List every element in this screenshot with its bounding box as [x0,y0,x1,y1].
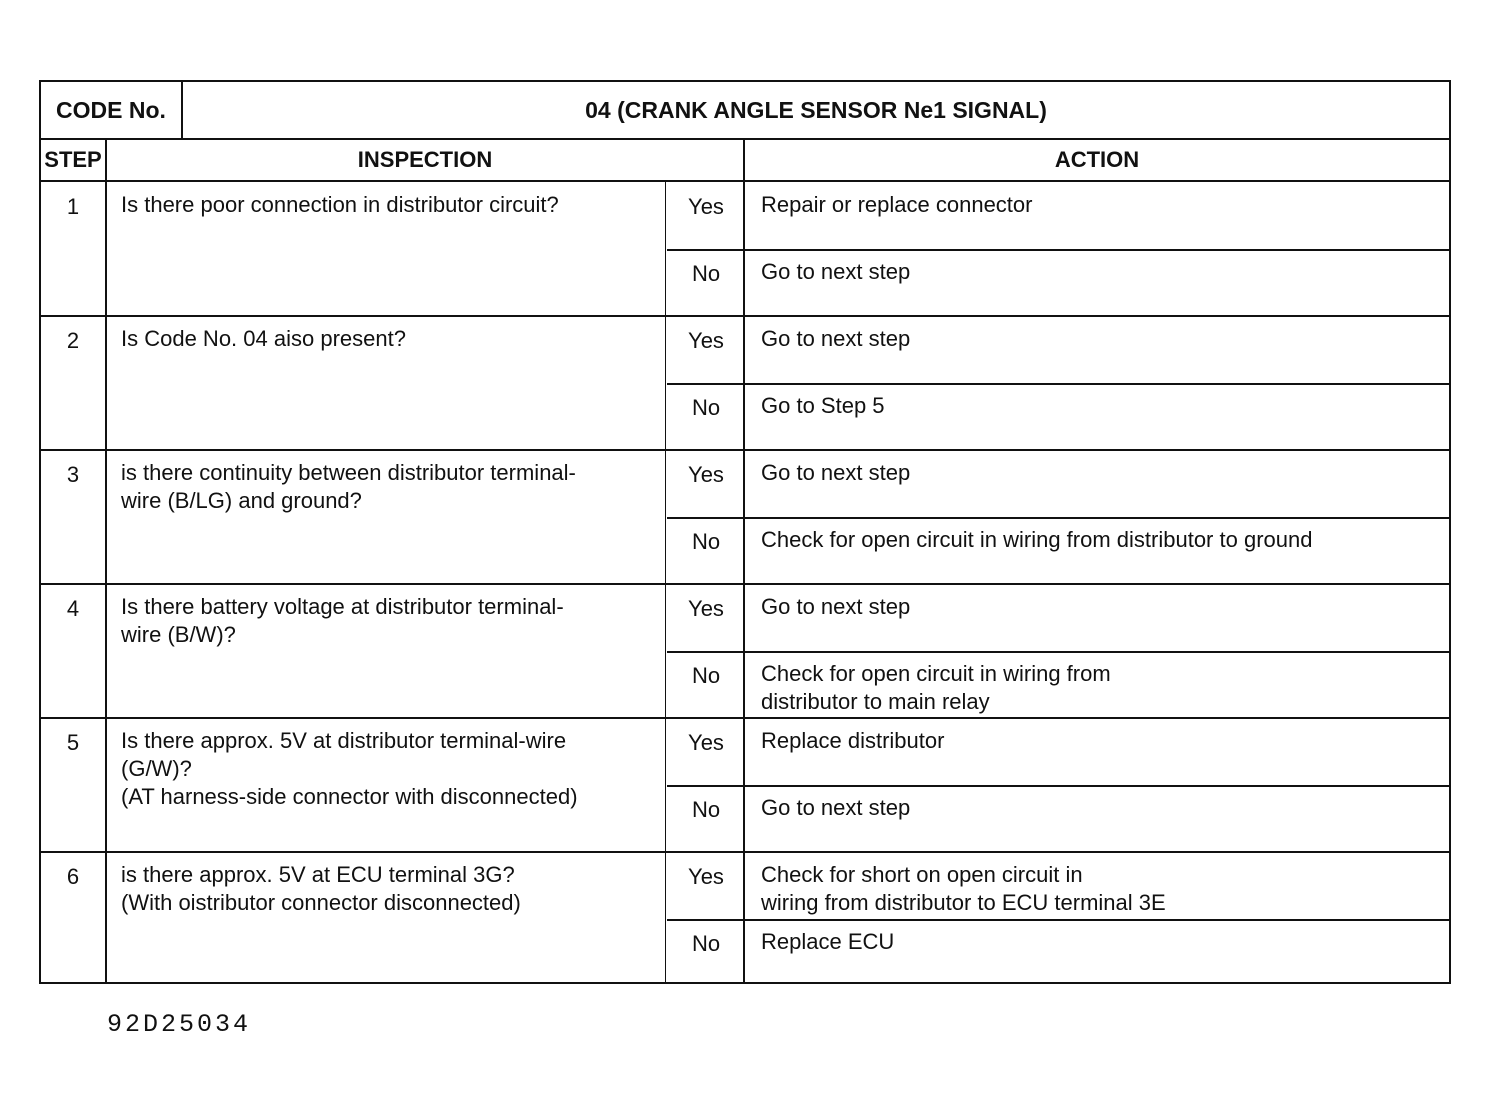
diagnostic-table [39,80,1451,984]
column-header-divider [41,180,1449,182]
step-divider [41,717,1449,719]
step-number: 2 [66,328,80,353]
yes-action: Check for short on open circuit in wiring from distributor to ECU terminal 3E [761,862,1166,915]
yes-label: Yes [688,596,724,621]
yes-action: Replace distributor [761,728,945,753]
no-action: Go to Step 5 [761,393,885,418]
yes-action: Repair or replace connector [761,192,1033,217]
yes-action: Go to next step [761,326,911,351]
yes-no-divider [667,785,1449,787]
inspection-text: is there continuity between distributor terminal- wire (B/LG) and ground? [121,460,576,513]
figure-code: 92D25034 [107,1010,252,1039]
yes-action: Go to next step [761,460,911,485]
step-number: 5 [66,730,80,755]
step-divider [41,583,1449,585]
inspection-text: Is Code No. 04 aiso present? [121,326,406,351]
yes-label: Yes [688,730,724,755]
no-action: Check for open circuit in wiring from distributor to main relay [761,661,1111,714]
step-divider [41,851,1449,853]
yes-no-divider [667,517,1449,519]
action-column-header: ACTION [1054,147,1140,172]
inspection-text: Is there poor connection in distributor circuit? [121,192,559,217]
inspection-text: Is there battery voltage at distributor terminal- wire (B/W)? [121,594,564,647]
step-number: 6 [66,864,80,889]
step-number: 3 [66,462,80,487]
no-action: Go to next step [761,795,911,820]
no-label: No [691,663,721,688]
no-action: Check for open circuit in wiring from distributor to ground [761,527,1313,552]
inspection-text: Is there approx. 5V at distributor terminal-wire (G/W)? (AT harness-side connector with disconnected) [121,728,578,809]
yes-label: Yes [688,328,724,353]
no-label: No [691,261,721,286]
yes-no-divider [667,383,1449,385]
step-number: 4 [66,596,80,621]
yes-action: Go to next step [761,594,911,619]
yes-no-divider [667,651,1449,653]
no-action: Go to next step [761,259,911,284]
yes-label: Yes [688,194,724,219]
yes-no-divider [667,249,1449,251]
step-column-line [105,140,107,982]
no-label: No [691,529,721,554]
yesno-column-line [665,182,666,982]
no-label: No [691,395,721,420]
no-label: No [691,931,721,956]
step-divider [41,449,1449,451]
code-title: 04 (CRANK ANGLE SENSOR Ne1 SIGNAL) [585,96,1047,123]
inspection-column-header: INSPECTION [357,147,493,172]
no-action: Replace ECU [761,929,895,954]
yes-label: Yes [688,864,724,889]
yes-no-divider [667,919,1449,921]
no-label: No [691,797,721,822]
step-divider [41,315,1449,317]
step-number: 1 [66,194,80,219]
step-column-header: STEP [44,147,102,172]
code-label: CODE No. [41,82,183,138]
yes-label: Yes [688,462,724,487]
inspection-text: is there approx. 5V at ECU terminal 3G? (With oistributor connector disconnected) [121,862,521,915]
